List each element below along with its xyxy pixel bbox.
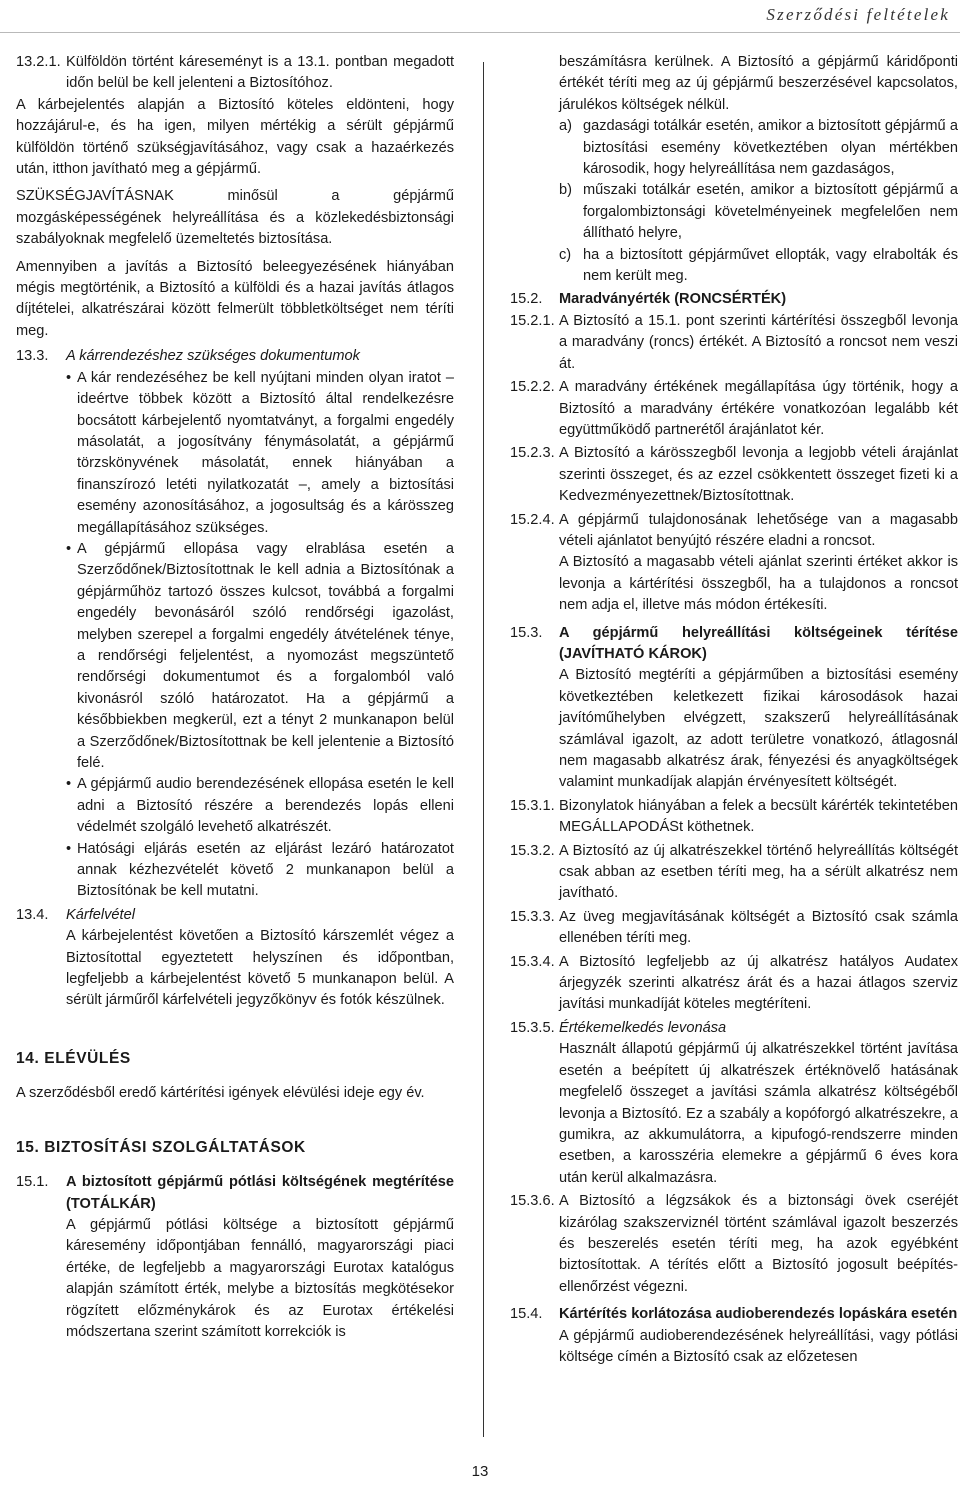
item-text: gazdasági totálkár esetén, amikor a biztosított gépjármű a biztosítási esemény következtében olyan mértékben károsodik, hogy helyreállítása nem gazdaságos,: [583, 118, 958, 178]
list-item: [559, 180, 958, 244]
paragraph: A Biztosító a légzsákok és a biztonsági övek cseréjét kizárólag szakszerviznél történt számlával igazolt beszerzés és beszerelés esetén téríti meg, ha azok egyébként biztosítottak. A térítés előtt a Biztosító jogosult beépítés-ellenőrzést végezni.: [559, 1193, 958, 1295]
section-number: 15.3.4.: [510, 953, 555, 970]
paragraph: A Biztosító a magasabb vételi ajánlat szerinti értéket akkor is levonja a kártérítési összegből, ha a tulajdonos a roncsot nem adja el, illetve más módon értékesíti.: [559, 554, 958, 614]
paragraph: A kárbejelentés alapján a Biztosító köteles eldönteni, hogy hozzájárul-e, és ha igen, milyen mértékig a sérült gépjármű külföldön történő szükségjavításához, vagy csak a hazaérkezés után, itthon javítható meg a gépjármű.: [16, 96, 454, 178]
list-item: • A kár rendezéséhez be kell nyújtani minden olyan iratot – ideértve többek között a Biztosító által rendelkezésre bocsátott kárbejelentő nyomtatványt, a forgalmi engedély másolatát, a jogosítvány fénymásolatát, a gépjármű törzskönyvének másolatát, ennek hiányában a finanszírozó letéti nyilatkozatát –, amely a biztosítási esemény azonosításához, a jogosultság és a kárösszeg megállapításához szükséges.: [66, 368, 454, 539]
section-number: 15.2.4.: [510, 511, 555, 528]
page-number: 13: [471, 1463, 489, 1480]
section-number: 13.2.1.: [16, 54, 61, 70]
section-number: 15.3.: [510, 624, 543, 641]
item-letter: c): [559, 246, 572, 263]
section-number: 15.3.3.: [510, 908, 555, 925]
document-list: [66, 368, 454, 903]
section-number: 15.3.5.: [510, 1019, 555, 1036]
right-column: [510, 52, 958, 1368]
section-title: Értékemelkedés levonása: [559, 1019, 727, 1036]
page-header: [0, 0, 960, 33]
section-number: 15.2.: [510, 291, 543, 308]
column-divider: [483, 62, 484, 1437]
section-15-1: [16, 1172, 454, 1343]
section-15-2: [510, 289, 958, 310]
item-text: ha a biztosított gépjárművet ellopták, vagy elrabolták és nem került meg.: [583, 246, 958, 285]
section-number: 15.4.: [510, 1306, 543, 1323]
left-column: [16, 52, 454, 1343]
section-title: Kárfelvétel: [66, 906, 135, 923]
section-13-4: [16, 905, 454, 1012]
section-15-3-1: [510, 796, 958, 839]
section-number: 15.2.3.: [510, 445, 555, 462]
section-title: A biztosított gépjármű pótlási költségének megtérítése (TOTÁLKÁR): [66, 1174, 454, 1212]
section-number: 13.3.: [16, 348, 49, 365]
paragraph: A Biztosító megtéríti a gépjárműben a biztosítási esemény következtében keletkezett fizikai károsodások hazai javítóműhelyben elvégzett, szakszerű helyreállításának számlával igazolt, az adott területre vonatkozó, átlagosnál nem magasabb alkatrész árak, fényezési és anyagköltségek valamint munkadíjak alapján érvényesített költségét.: [559, 667, 958, 791]
section-15-3-2: [510, 841, 958, 905]
paragraph: beszámításra kerülnek. A Biztosító a gépjármű káridőponti értékét téríti meg az új gépjármű beszerzésével kapcsolatos, járulékos költségek nélkül.: [559, 54, 958, 113]
section-15-2-3: [510, 443, 958, 507]
section-heading-15: 15. BIZTOSÍTÁSI SZOLGÁLTATÁSOK: [16, 1138, 306, 1156]
paragraph: A Biztosító az új alkatrészekkel történő helyreállítás költségét csak abban az esetben téríti meg, ha a sérült alkatrész nem javítható.: [559, 842, 958, 902]
section-13-2-1: [16, 52, 454, 95]
paragraph: A Biztosító a 15.1. pont szerinti kártérítési összegből levonja a maradvány (roncs) értékét. A Biztosító a roncsot nem veszi át.: [559, 312, 958, 372]
section-15-3-6: [510, 1191, 958, 1298]
paragraph: Használt állapotú gépjármű új alkatrészekkel történt javítása esetén a beépített új alkatrészek értéknövelő hatásának megfelelő összeget a javítási számla alkatrész költségéből levonja a Biztosító. Ez a szabály a kopóforgó alkatrészekre, a gumikra, az akkumulátorra, a kipufogó-rendszerre minden esetben, a karosszéria elemekre a gépjármű 6 éves kora után kerül alkalmazásra.: [559, 1041, 958, 1186]
section-title: Kártérítés korlátozása audioberendezés lopáskára esetén: [559, 1306, 958, 1323]
list-item: [559, 116, 958, 180]
section-number: 13.4.: [16, 906, 49, 923]
list-item: • A gépjármű audio berendezésének ellopása esetén le kell adni a Biztosító részére a berendezés lopás elleni védelmét szolgáló levehető alkatrészét.: [66, 774, 454, 838]
section-15-2-2: [510, 377, 958, 441]
section-number: 15.3.2.: [510, 842, 555, 859]
section-15-3-4: [510, 952, 958, 1016]
section-15-3: [510, 623, 958, 794]
section-heading-14: 14. ELÉVÜLÉS: [16, 1049, 131, 1067]
section-number: 15.3.6.: [510, 1193, 555, 1210]
section-15-3-5: [510, 1018, 958, 1189]
section-title: Maradványérték (RONCSÉRTÉK): [559, 291, 787, 308]
item-letter: b): [559, 182, 572, 199]
section-title: A kárrendezéshez szükséges dokumentumok: [66, 348, 360, 365]
paragraph: A kárbejelentést követően a Biztosító kárszemlét végez a Biztosítottal egyeztetett helyszínen és időpontban, legfeljebb a kárbejelentést követő 5 munkanapon belül. A sérült járműről kárfelvételi jegyzőkönyv és fotók készülnek.: [66, 928, 454, 1009]
list-item: • A gépjármű ellopása vagy elrablása esetén a Szerződőnek/Biztosítottnak le kell adnia a Biztosítónak a gépjárműhöz tartozó összes kulcsot, továbbá a forgalmi engedély bevonásáról szóló rendőrségi igazolást, melyben szerepel a forgalmi engedély átvételének ténye, a rendőrségi feljelentést, a nyomozást megszüntető rendőrségi dokumentumot és a forgalomból való kivonásról szóló határozatot. Ha a gépjármű a későbbiekben megkerül, ezt a tényt 2 munkanapon belül a Szerződőnek/Biztosítottnak be kell jelentenie a Biztosító felé.: [66, 539, 454, 774]
item-letter: a): [559, 118, 572, 135]
paragraph: A Biztosító a kárösszegből levonja a legjobb vételi árajánlat szerinti összeget, és az ezzel csökkentett összeget fizeti ki a Kedvezményezettnek/Biztosítottnak.: [559, 445, 958, 505]
section-15-1-cont: [510, 52, 958, 287]
paragraph: Bizonylatok hiányában a felek a becsült kárérték tekintetében MEGÁLLAPODÁSt köthetnek.: [559, 797, 958, 836]
section-13-3: [16, 346, 454, 903]
section-15-2-1: [510, 311, 958, 375]
section-15-2-4: [510, 510, 958, 617]
paragraph: A maradvány értékének megállapítása úgy történik, hogy a Biztosító a maradvány értékére vonatkozóan legalább két együttműködő partnerétől árajánlatot kér.: [559, 379, 958, 438]
paragraph: A gépjármű tulajdonosának lehetősége van a magasabb vételi ajánlatot benyújtó részére eladni a roncsot.: [559, 511, 958, 549]
paragraph: A gépjármű audioberendezésének helyreállítási, vagy pótlási költsége címén a Biztosító csak az előzetesen: [559, 1327, 958, 1365]
header-title: Szerződési feltételek: [766, 5, 950, 24]
list-item: • Hatósági eljárás esetén az eljárást lezáró határozatot annak kézhezvételét követő 2 munkanapon belül a Biztosítónak be kell mutatni.: [66, 839, 454, 903]
section-title: A gépjármű helyreállítási költségeinek térítése (JAVÍTHATÓ KÁROK): [559, 624, 958, 662]
section-number: 15.2.2.: [510, 379, 555, 396]
item-text: műszaki totálkár esetén, amikor a biztosított gépjármű a forgalombiztonsági követelményeinek megfelelően nem állítható helyre,: [583, 182, 958, 242]
paragraph: A gépjármű pótlási költsége a biztosított gépjármű káresemény időpontjában fennálló, magyarországi piaci értéke, de legfeljebb a magyarországi Eurotax katalógus alapján számított érték, melybe a biztosítás megkötésekor rögzített előzménykárok és az Eurotax értékelési módszertana szerint számított korrekciók is: [66, 1216, 454, 1340]
paragraph: Külföldön történt káreseményt is a 13.1. pontban megadott időn belül be kell jelenteni a Biztosítóhoz.: [66, 54, 454, 92]
list-item: [559, 245, 958, 288]
section-15-4: [510, 1304, 958, 1368]
paragraph: A szerződésből eredő kártérítési igények elévülési ideje egy év.: [16, 1085, 425, 1102]
paragraph: A Biztosító legfeljebb az új alkatrész hatályos Audatex árjegyzék szerinti alkatrész árát és a hazai átlagos szerviz javítási munkadíját köteles megtéríteni.: [559, 953, 958, 1013]
paragraph: Amennyiben a javítás a Biztosító beleegyezésének hiányában mégis megtörténik, a Biztosító a külföldi és a hazai javítás átlagos díjtételei, alkatrészárai között felmerült többletköltséget nem téríti meg.: [16, 258, 454, 339]
section-15-3-3: [510, 907, 958, 950]
section-number: 15.2.1.: [510, 312, 555, 329]
paragraph: SZÜKSÉGJAVÍTÁSNAK minősül a gépjármű mozgásképességének helyreállítása és a közlekedésbiztonsági szabályoknak megfelelő üzemeltetés biztosítása.: [16, 188, 454, 248]
paragraph: Az üveg megjavításának költségét a Biztosító csak számla ellenében téríti meg.: [559, 908, 958, 947]
section-number: 15.3.1.: [510, 797, 555, 814]
section-number: 15.1.: [16, 1174, 49, 1191]
